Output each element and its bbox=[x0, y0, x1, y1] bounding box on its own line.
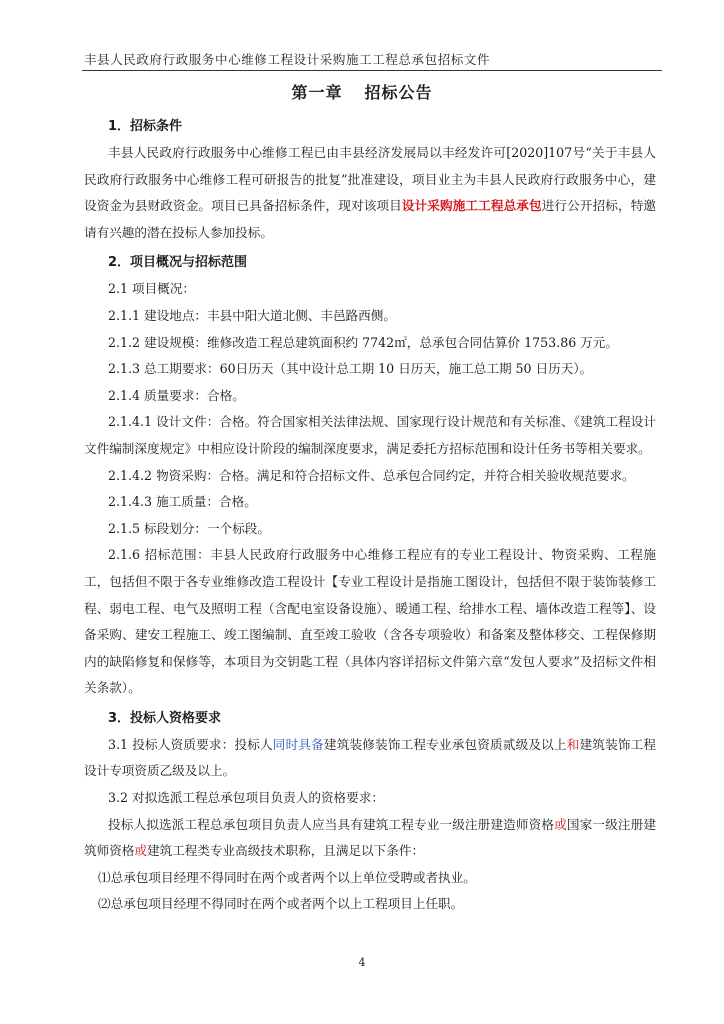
paragraph-2-1-6: 2.1.6 招标范围：丰县人民政府行政服务中心维修工程应有的专业工程设计、物资采购、工程施工，包括但不限于各专业维修改造工程设计【专业工程设计是指施工图设计，包括但不限于装饰装修工程、弱电工程、电气及照明工程（含配电室设备设施）、暖通工程、给排水工程、墙体改造工程等】、设备采购、建安工程施工、竣工图编制、直至竣工验收（含各专项验收）和备案及整体移交、工程保修期内的缺陷修复和保修等，本项目为交钥匙工程（具体内容详招标文件第六章“发包人要求”及招标文件相关条款）。 bbox=[84, 547, 656, 696]
red-text: 或 bbox=[554, 816, 567, 832]
red-text: 和 bbox=[566, 736, 580, 752]
highlight-text: 设计采购施工工程总承包 bbox=[401, 198, 542, 214]
section-heading-3: 3．投标人资格要求 bbox=[108, 710, 222, 726]
paragraph-3-1 bbox=[84, 732, 656, 785]
text-run: 进行公开招标，特邀请有兴趣的潜在投标人参加投标。 bbox=[84, 198, 657, 240]
text-run: 建筑装饰工程设计专项资质乙级及以上。 bbox=[84, 736, 657, 779]
paragraph-3-3 bbox=[84, 812, 656, 865]
paragraph-3-2: 3.2 对拟选派工程总承包项目负责人的资格要求： bbox=[108, 790, 384, 806]
running-header: 丰县人民政府行政服务中心维修工程设计采购施工工程总承包招标文件 bbox=[84, 52, 491, 67]
text-run: 丰县人民政府行政服务中心维修工程已由丰县经济发展局以丰经发许可[2020]107号“关于丰县人民政府行政服务中心维修工程可研报告的批复”批准建设，项目业主为丰县人民政府行政服务中心，建设资金为县财政资金。项目已具备招标条件，现对该项目 bbox=[84, 145, 656, 214]
paragraph-tender-conditions bbox=[84, 140, 656, 246]
list-item: ⑵总承包项目经理不得同时在两个或者两个以上工程项目上任职。 bbox=[98, 895, 464, 911]
paragraph-2-1-4: 2.1.4 质量要求：合格。 bbox=[108, 387, 245, 403]
document-body bbox=[84, 113, 656, 917]
section-heading-2: 2．项目概况与招标范围 bbox=[108, 255, 248, 271]
paragraph-2-1-3: 2.1.3 总工期要求：60日历天（其中设计总工期 10 日历天，施工总工期 50 日历天）。 bbox=[108, 361, 593, 377]
text-run: 投标人拟选派工程总承包项目负责人应当具有建筑工程专业一级注册建造师资格 bbox=[108, 816, 555, 832]
paragraph-2-1-2: 2.1.2 建设规模：维修改造工程总建筑面积约 7742㎡，总承包合同估算价 1753.86 万元。 bbox=[108, 334, 618, 350]
chapter-name: 招标公告 bbox=[364, 83, 433, 102]
list-item: ⑴总承包项目经理不得同时在两个或者两个以上单位受聘或者执业。 bbox=[98, 869, 476, 885]
paragraph-2-1-1: 2.1.1 建设地点：丰县中阳大道北侧、丰邑路西侧。 bbox=[108, 307, 396, 323]
paragraph-2-1-4-3: 2.1.4.3 施工质量：合格。 bbox=[108, 494, 257, 510]
text-run: 3.1 投标人资质要求：投标人 bbox=[108, 736, 273, 752]
paragraph-2-1: 2.1 项目概况： bbox=[108, 281, 196, 297]
blue-text: 同时具备 bbox=[272, 736, 324, 752]
section-heading-1: 1．招标条件 bbox=[108, 119, 183, 134]
paragraph-2-1-5: 2.1.5 标段划分：一个标段。 bbox=[108, 520, 270, 536]
paragraph-2-1-4-2: 2.1.4.2 物资采购：合格。满足和符合招标文件、总承包合同约定，并符合相关验收规范要求。 bbox=[108, 467, 635, 483]
chapter-title bbox=[0, 80, 724, 103]
chapter-number: 第一章 bbox=[291, 83, 343, 102]
text-run: 建筑工程类专业高级技术职称，且满足以下条件： bbox=[146, 843, 425, 859]
text-run: 建筑装修装饰工程专业承包资质贰级及以上 bbox=[323, 736, 567, 752]
page-number: 4 bbox=[358, 956, 366, 969]
text-run: 国家一级注册建筑师资格 bbox=[84, 816, 657, 859]
red-text: 或 bbox=[134, 843, 147, 859]
header-rule bbox=[82, 70, 662, 71]
paragraph-2-1-4-1: 2.1.4.1 设计文件：合格。符合国家相关法律法规、国家现行设计规范和有关标准、《建筑工程设计文件编制深度规定》中相应设计阶段的编制深度要求，满足委托方招标范围和设计任务书等相关要求。 bbox=[84, 414, 656, 456]
